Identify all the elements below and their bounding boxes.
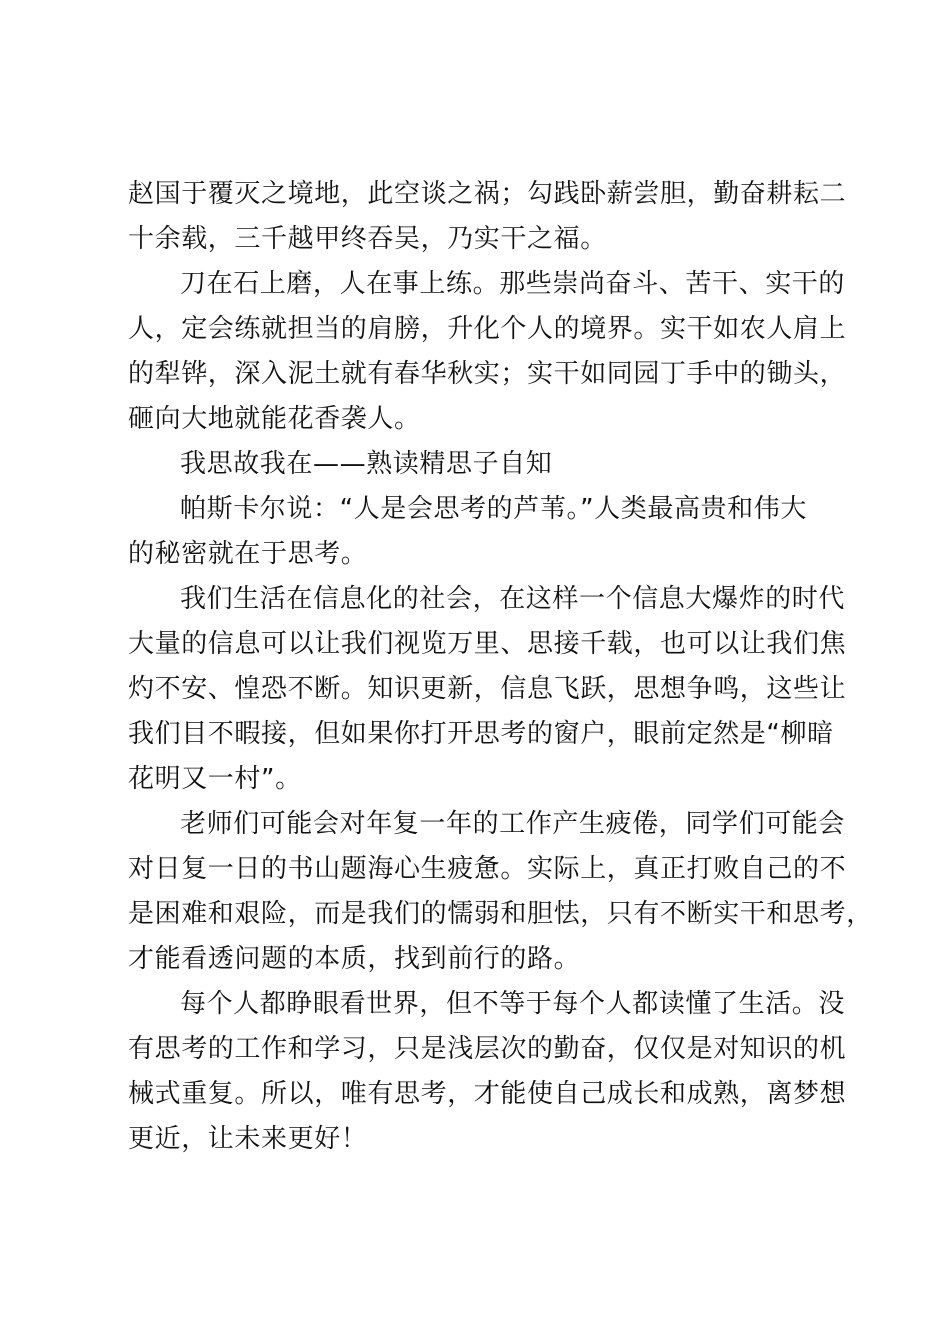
section-heading [128, 442, 852, 487]
paragraph-4 [128, 577, 852, 802]
text-line: 大量的信息可以让我们视览万里、思接千载，也可以让我们焦 [128, 629, 847, 659]
text-line: 刀在石上磨，人在事上练。那些崇尚奋斗、苦干、实干的 [180, 269, 846, 299]
paragraph-3 [128, 487, 852, 577]
paragraph-1 [128, 172, 852, 262]
paragraph-6 [128, 982, 852, 1162]
text-line: 更近，让未来更好！ [128, 1124, 368, 1154]
text-line: 每个人都睁眼看世界，但不等于每个人都读懂了生活。没 [180, 989, 846, 1019]
text-line: 帕斯卡尔说：“人是会思考的芦苇。”人类最高贵和伟大 [180, 494, 807, 524]
text-line: 是困难和艰险，而是我们的懦弱和胆怯，只有不断实干和思考， [128, 899, 873, 929]
text-line: 有思考的工作和学习，只是浅层次的勤奋，仅仅是对知识的机 [128, 1034, 847, 1064]
text-line: 的犁铧，深入泥土就有春华秋实；实干如同园丁手中的锄头， [128, 359, 847, 389]
text-line: 我们生活在信息化的社会，在这样一个信息大爆炸的时代 [180, 584, 846, 614]
paragraph-5 [128, 802, 873, 982]
text-line: 械式重复。所以，唯有思考，才能使自己成长和成熟，离梦想 [128, 1079, 847, 1109]
text-line: 人，定会练就担当的肩膀，升化个人的境界。实干如农人肩上 [128, 314, 847, 344]
text-line: 十余载，三千越甲终吞吴，乃实干之福。 [128, 224, 607, 254]
text-line: 我们目不暇接，但如果你打开思考的窗户，眼前定然是“柳暗 [128, 719, 834, 749]
text-line: 赵国于覆灭之境地，此空谈之祸；勾践卧薪尝胆，勤奋耕耘二 [128, 179, 847, 209]
text-line: 老师们可能会对年复一年的工作产生疲倦，同学们可能会 [180, 809, 846, 839]
text-line: 对日复一日的书山题海心生疲惫。实际上，真正打败自己的不 [128, 854, 847, 884]
paragraph-2 [128, 262, 852, 442]
heading-line: 我思故我在——熟读精思子自知 [180, 449, 553, 479]
text-line: 花明又一村”。 [128, 764, 302, 794]
text-line: 砸向大地就能花香袭人。 [128, 404, 421, 434]
document-body [128, 172, 873, 1162]
text-line: 的秘密就在于思考。 [128, 539, 368, 569]
text-line: 才能看透问题的本质，找到前行的路。 [128, 944, 581, 974]
text-line: 灼不安、惶恐不断。知识更新，信息飞跃，思想争鸣，这些让 [128, 674, 847, 704]
